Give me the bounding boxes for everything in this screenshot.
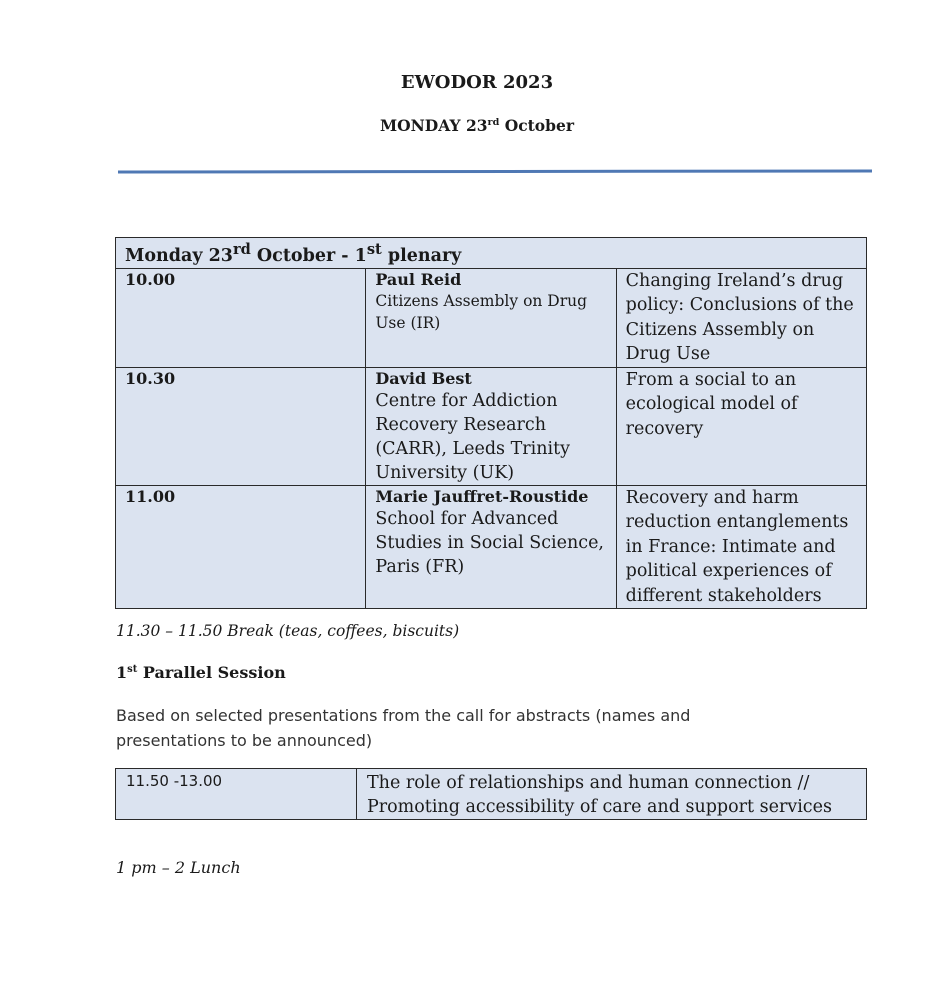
talk-title: From a social to an ecological model of recovery xyxy=(616,367,866,485)
parallel-session-heading xyxy=(116,663,286,682)
talk-title: Changing Ireland’s drug policy: Conclusions of the Citizens Assembly on Drug Use xyxy=(616,268,866,367)
subtitle-ordinal: rd xyxy=(487,117,500,129)
lunch-note: 1 pm – 2 Lunch xyxy=(116,858,241,877)
table-row xyxy=(116,367,867,485)
caption-plenary: plenary xyxy=(381,245,462,266)
document-title: EWODOR 2023 xyxy=(400,72,554,93)
speaker-affiliation: Citizens Assembly on Drug Use (IR) xyxy=(375,291,588,332)
document-subtitle xyxy=(0,116,944,135)
speaker-affiliation: School for Advanced Studies in Social Science, Paris (FR) xyxy=(375,508,604,577)
table-row xyxy=(116,268,867,367)
table-row xyxy=(116,769,867,820)
caption-mid: October - 1 xyxy=(250,245,367,266)
speaker-affiliation: Centre for Addiction Recovery Research (CARR), Leeds Trinity University (UK) xyxy=(375,390,570,483)
speaker-name: David Best xyxy=(375,368,472,388)
table-row xyxy=(116,485,867,609)
session-time: 11.00 xyxy=(116,485,366,609)
speaker-cell xyxy=(366,367,616,485)
subtitle-day: MONDAY 23 xyxy=(379,116,488,135)
speaker-cell xyxy=(366,485,616,609)
session-time: 10.00 xyxy=(116,268,366,367)
speaker-cell xyxy=(366,268,616,367)
caption-ordinal: rd xyxy=(232,241,251,258)
session-time: 10.30 xyxy=(116,367,366,485)
header-divider xyxy=(118,169,872,173)
speaker-name: Marie Jauffret-Roustide xyxy=(375,486,589,506)
heading-ordinal: st xyxy=(127,664,138,676)
plenary-caption xyxy=(116,238,867,269)
heading-number: 1 xyxy=(116,663,128,682)
talk-title: Recovery and harm reduction entanglements in France: Intimate and political experiences of different stakeholders xyxy=(616,485,866,609)
speaker-name: Paul Reid xyxy=(375,269,462,289)
plenary-caption-row xyxy=(116,238,867,269)
caption-plenary-ordinal: st xyxy=(366,241,382,258)
parallel-topic: The role of relationships and human connection // Promoting accessibility of care and support services xyxy=(357,769,867,820)
caption-date: Monday 23 xyxy=(125,245,233,266)
parallel-table xyxy=(115,768,867,820)
parallel-time: 11.50 -13.00 xyxy=(116,769,357,820)
subtitle-month: October xyxy=(499,116,575,135)
break-note: 11.30 – 11.50 Break (teas, coffees, biscuits) xyxy=(116,622,460,640)
parallel-session-description: Based on selected presentations from the call for abstracts (names and presentations to be announced) xyxy=(116,706,691,750)
heading-label: Parallel Session xyxy=(137,663,286,682)
plenary-table xyxy=(115,237,867,609)
